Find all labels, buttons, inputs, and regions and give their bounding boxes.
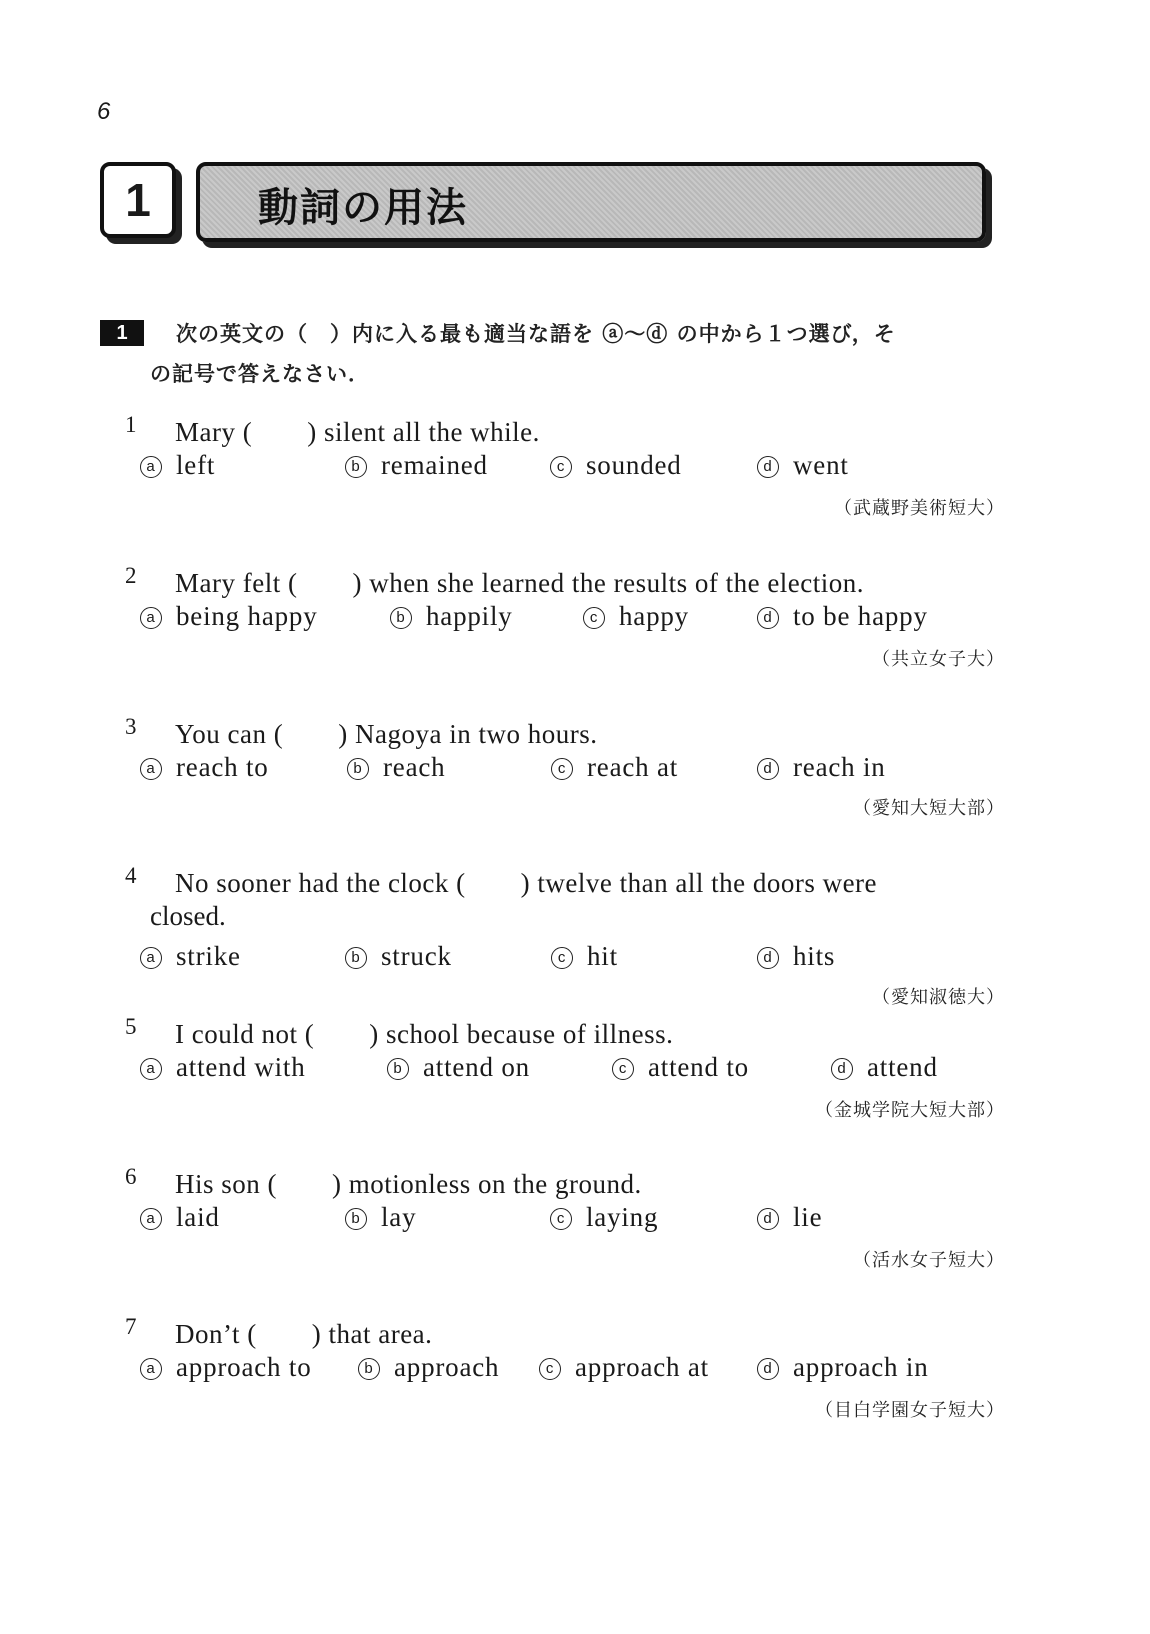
choice-d[interactable] xyxy=(757,450,849,481)
choice-c-text: laying xyxy=(586,1202,659,1232)
choice-a[interactable] xyxy=(140,1052,306,1083)
choice-list xyxy=(125,941,1005,981)
choice-list xyxy=(125,752,1005,792)
question-5 xyxy=(125,1012,1005,1121)
choice-b[interactable] xyxy=(345,1202,416,1233)
choice-a-marker: a xyxy=(140,1208,162,1230)
question-number: 3 xyxy=(125,714,137,739)
choice-a-marker: a xyxy=(140,758,162,780)
question-stem xyxy=(125,861,1005,901)
choice-a-marker: a xyxy=(140,1058,162,1080)
choice-c[interactable] xyxy=(551,752,678,783)
chapter-number: 1 xyxy=(125,174,151,226)
choice-d-text: approach in xyxy=(793,1352,929,1382)
question-text: You can ( ) Nagoya in two hours. xyxy=(175,719,598,749)
choice-d-text: attend xyxy=(867,1052,938,1082)
choice-b-text: remained xyxy=(381,450,488,480)
choice-list xyxy=(125,1352,1005,1392)
choice-b-marker: b xyxy=(345,456,367,478)
choice-d-text: to be happy xyxy=(793,601,928,631)
choice-a-text: being happy xyxy=(176,601,318,631)
question-number: 5 xyxy=(125,1014,137,1039)
choice-a[interactable] xyxy=(140,1202,220,1233)
question-stem xyxy=(125,561,1005,601)
choice-b[interactable] xyxy=(347,752,445,783)
choice-b-text: lay xyxy=(381,1202,417,1232)
choice-b[interactable] xyxy=(345,450,488,481)
question-text: Don’t ( ) that area. xyxy=(175,1319,433,1349)
question-source: （共立女子大） xyxy=(872,649,1005,670)
choice-a-text: left xyxy=(176,450,216,480)
choice-list xyxy=(125,1052,1005,1092)
choice-b-marker: b xyxy=(347,758,369,780)
choice-d-marker: d xyxy=(757,947,779,969)
choice-a-text: strike xyxy=(176,941,241,971)
choice-c-marker: c xyxy=(550,456,572,478)
question-number: 1 xyxy=(125,412,137,437)
choice-a-marker: a xyxy=(140,456,162,478)
choice-d[interactable] xyxy=(831,1052,938,1083)
choice-b-text: reach xyxy=(383,752,446,782)
question-stem xyxy=(125,1012,1005,1052)
choice-b[interactable] xyxy=(345,941,452,972)
question-text: No sooner had the clock ( ) twelve than all the doors were xyxy=(175,868,878,898)
choice-d[interactable] xyxy=(757,1352,929,1383)
question-source: （金城学院大短大部） xyxy=(815,1100,1005,1121)
choice-b-marker: b xyxy=(390,607,412,629)
question-text: Mary felt ( ) when she learned the results of the election. xyxy=(175,568,865,598)
choice-d-marker: d xyxy=(757,1208,779,1230)
choice-d-text: went xyxy=(793,450,849,480)
question-source: （愛知淑徳大） xyxy=(872,987,1005,1008)
choice-c-marker: c xyxy=(612,1058,634,1080)
choice-d-text: lie xyxy=(793,1202,823,1232)
choice-c[interactable] xyxy=(550,450,682,481)
choice-d[interactable] xyxy=(757,752,886,783)
choice-b-marker: b xyxy=(345,1208,367,1230)
choice-d-marker: d xyxy=(757,607,779,629)
choice-d-marker: d xyxy=(831,1058,853,1080)
choice-d-text: hits xyxy=(793,941,836,971)
choice-d[interactable] xyxy=(757,601,928,632)
choice-d-marker: d xyxy=(757,456,779,478)
choice-c[interactable] xyxy=(583,601,689,632)
question-3 xyxy=(125,712,1005,819)
question-stem xyxy=(125,1162,1005,1202)
choice-c-text: sounded xyxy=(586,450,682,480)
choice-c-text: happy xyxy=(619,601,689,631)
question-source: （愛知大短大部） xyxy=(853,798,1005,819)
question-2 xyxy=(125,561,1005,670)
choice-a[interactable] xyxy=(140,450,215,481)
chapter-title: 動詞の用法 xyxy=(258,185,468,231)
question-text-continued: closed. xyxy=(150,901,226,931)
choice-b-marker: b xyxy=(387,1058,409,1080)
choice-d[interactable] xyxy=(757,1202,822,1233)
section-instruction xyxy=(150,314,990,394)
choice-c-marker: c xyxy=(551,758,573,780)
choice-c-marker: c xyxy=(550,1208,572,1230)
choice-c-text: approach at xyxy=(575,1352,709,1382)
choice-b-text: struck xyxy=(381,941,452,971)
choice-a-text: approach to xyxy=(176,1352,312,1382)
question-source: （武蔵野美術短大） xyxy=(834,498,1005,519)
question-1 xyxy=(125,410,1005,519)
choice-a[interactable] xyxy=(140,601,318,632)
instruction-line-2: の記号で答えなさい． xyxy=(150,362,370,386)
choice-a[interactable] xyxy=(140,752,269,783)
choice-c-text: attend to xyxy=(648,1052,749,1082)
choice-a-text: laid xyxy=(176,1202,220,1232)
choice-c-text: hit xyxy=(587,941,618,971)
choice-list xyxy=(125,601,1005,641)
question-number: 7 xyxy=(125,1314,137,1339)
choice-d-text: reach in xyxy=(793,752,886,782)
question-4 xyxy=(125,861,1005,1008)
choice-a-marker: a xyxy=(140,607,162,629)
question-text: I could not ( ) school because of illness. xyxy=(175,1019,674,1049)
question-source: （活水女子短大） xyxy=(853,1250,1005,1271)
question-6 xyxy=(125,1162,1005,1271)
question-text: Mary ( ) silent all the while. xyxy=(175,417,540,447)
choice-a[interactable] xyxy=(140,941,241,972)
choice-a-marker: a xyxy=(140,947,162,969)
question-stem xyxy=(125,712,1005,752)
choice-c-text: reach at xyxy=(587,752,679,782)
question-source: （目白学園女子短大） xyxy=(815,1400,1005,1421)
choice-b-marker: b xyxy=(345,947,367,969)
choice-c-marker: c xyxy=(551,947,573,969)
choice-b-text: attend on xyxy=(423,1052,530,1082)
choice-d-marker: d xyxy=(757,758,779,780)
choice-c[interactable] xyxy=(550,1202,658,1233)
section-number-badge: 1 xyxy=(100,320,144,346)
choice-b-text: happily xyxy=(426,601,513,631)
chapter-number-box xyxy=(100,162,176,238)
choice-a[interactable] xyxy=(140,1352,312,1383)
question-number: 4 xyxy=(125,863,137,888)
choice-b[interactable] xyxy=(390,601,513,632)
choice-c[interactable] xyxy=(551,941,618,972)
choice-b[interactable] xyxy=(387,1052,530,1083)
instruction-line-1: 次の英文の（ ）内に入る最も適当な語を ⓐ〜ⓓ の中から１つ選び，そ xyxy=(176,322,896,346)
choice-d-marker: d xyxy=(757,1358,779,1380)
choice-list xyxy=(125,1202,1005,1242)
choice-b-marker: b xyxy=(358,1358,380,1380)
question-7 xyxy=(125,1312,1005,1421)
choice-list xyxy=(125,450,1005,490)
choice-d[interactable] xyxy=(757,941,835,972)
question-text: His son ( ) motionless on the ground. xyxy=(175,1169,642,1199)
page-number: 6 xyxy=(97,98,111,125)
question-number: 6 xyxy=(125,1164,137,1189)
choice-a-marker: a xyxy=(140,1358,162,1380)
choice-c-marker: c xyxy=(539,1358,561,1380)
choice-b[interactable] xyxy=(358,1352,499,1383)
choice-c[interactable] xyxy=(539,1352,709,1383)
choice-b-text: approach xyxy=(394,1352,500,1382)
question-stem xyxy=(125,410,1005,450)
choice-a-text: attend with xyxy=(176,1052,306,1082)
question-number: 2 xyxy=(125,563,137,588)
choice-c[interactable] xyxy=(612,1052,749,1083)
question-stem xyxy=(125,1312,1005,1352)
choice-a-text: reach to xyxy=(176,752,269,782)
chapter-banner xyxy=(196,162,986,242)
choice-c-marker: c xyxy=(583,607,605,629)
